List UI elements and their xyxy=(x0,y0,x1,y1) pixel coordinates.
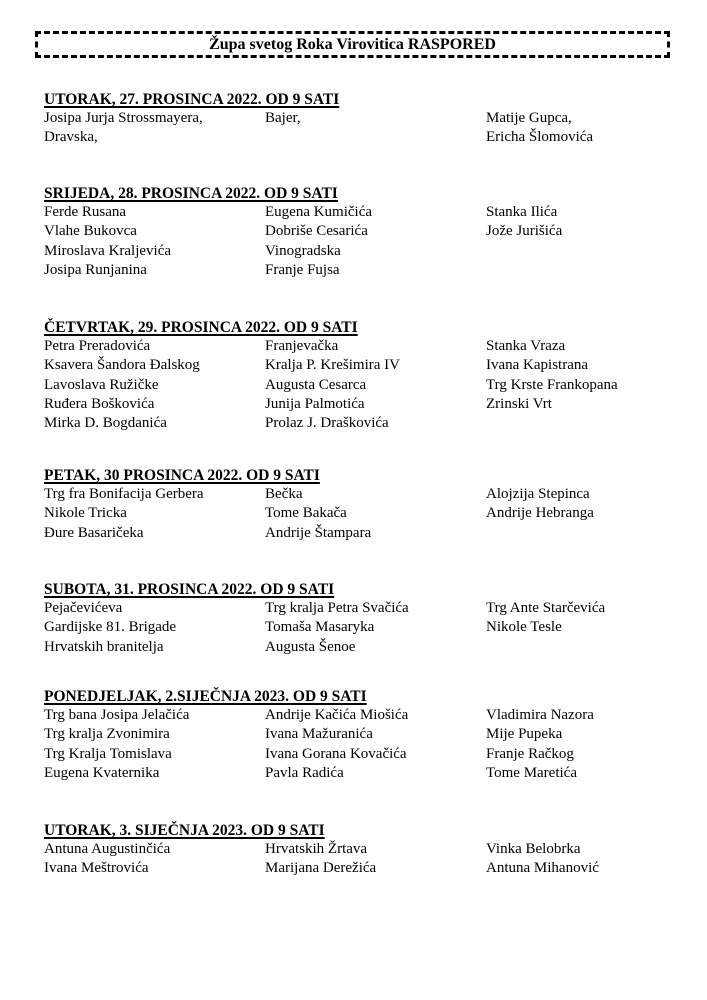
street-name: Prolaz J. Draškovića xyxy=(265,415,389,432)
street-name: Dravska, xyxy=(44,129,98,146)
street-name: Trg Kralja Tomislava xyxy=(44,745,172,762)
schedule-day-section xyxy=(44,184,684,280)
street-column xyxy=(265,840,486,879)
street-name: Vladimira Nazora xyxy=(486,707,594,723)
street-name: Hrvatskih Žrtava xyxy=(265,841,368,857)
street-name: Mirka D. Bogdanića xyxy=(44,415,167,432)
street-name: Alojzija Stepinca xyxy=(486,486,590,502)
street-name: Tomaša Masaryka xyxy=(265,619,375,636)
street-name: Ruđera Boškovića xyxy=(44,395,155,412)
street-name: Ericha Šlomovića xyxy=(486,129,594,146)
street-list xyxy=(44,109,684,148)
street-list xyxy=(44,337,684,433)
street-name: Bajer, xyxy=(265,110,301,126)
street-name: Dobriše Cesarića xyxy=(265,223,368,240)
street-name: Ferde Rusana xyxy=(44,204,127,220)
street-name: Hrvatskih branitelja xyxy=(44,638,164,655)
street-column xyxy=(486,840,684,879)
street-name: Ivana Gorana Kovačića xyxy=(265,745,407,762)
street-name: Gardijske 81. Brigade xyxy=(44,619,177,636)
street-column xyxy=(44,599,265,657)
street-column xyxy=(265,706,486,783)
street-column xyxy=(44,203,265,280)
street-name: Marijana Derežića xyxy=(265,860,377,877)
street-column xyxy=(265,203,486,280)
street-name: Franjevačka xyxy=(265,338,339,354)
street-name: Josipa Jurja Strossmayera, xyxy=(44,110,203,126)
street-list xyxy=(44,485,684,543)
street-column xyxy=(265,109,486,148)
day-heading: SUBOTA, 31. PROSINCA 2022. OD 9 SATI xyxy=(44,581,335,598)
street-list xyxy=(44,840,684,879)
street-name: Trg bana Josipa Jelačića xyxy=(44,707,190,723)
street-name: Trg fra Bonifacija Gerbera xyxy=(44,486,204,502)
street-list xyxy=(44,203,684,280)
street-name: Stanka Vraza xyxy=(486,338,566,354)
street-name: Tome Bakača xyxy=(265,505,347,522)
day-heading: PONEDJELJAK, 2.SIJEČNJA 2023. OD 9 SATI xyxy=(44,688,367,705)
street-name: Andrije Hebranga xyxy=(486,505,594,522)
street-name: Vinogradska xyxy=(265,242,341,259)
street-column xyxy=(265,599,486,657)
street-column xyxy=(486,203,684,280)
street-column xyxy=(44,337,265,433)
street-name: Ivana Kapistrana xyxy=(486,357,589,374)
street-name: Augusta Šenoe xyxy=(265,638,356,655)
day-heading: PETAK, 30 PROSINCA 2022. OD 9 SATI xyxy=(44,467,320,484)
title-box xyxy=(35,31,670,58)
street-name: Nikole Tesle xyxy=(486,619,562,636)
street-name: Franje Račkog xyxy=(486,745,574,762)
street-column xyxy=(44,706,265,783)
street-name: Petra Preradovića xyxy=(44,338,151,354)
street-name: Augusta Cesarca xyxy=(265,376,367,393)
street-name: Vinka Belobrka xyxy=(486,841,581,857)
day-heading: SRIJEDA, 28. PROSINCA 2022. OD 9 SATI xyxy=(44,185,338,202)
street-name: Antuna Augustinčića xyxy=(44,841,171,857)
street-list xyxy=(44,706,684,783)
street-name: Andrije Kačića Miošića xyxy=(265,707,409,723)
street-column xyxy=(486,337,684,433)
street-name: Franje Fujsa xyxy=(265,261,340,278)
schedule-day-section xyxy=(44,580,684,657)
street-name: Ivana Meštrovića xyxy=(44,860,149,877)
street-name: Trg Krste Frankopana xyxy=(486,376,618,393)
street-name: Pejačevićeva xyxy=(44,600,123,616)
street-name: Nikole Tricka xyxy=(44,505,127,522)
street-name: Vlahe Bukovca xyxy=(44,223,137,240)
street-name: Mije Pupeka xyxy=(486,726,563,743)
schedule-day-section xyxy=(44,318,684,433)
day-heading: UTORAK, 27. PROSINCA 2022. OD 9 SATI xyxy=(44,91,340,108)
street-name: Ivana Mažuranića xyxy=(265,726,373,743)
street-name: Ksavera Šandora Đalskog xyxy=(44,357,200,374)
street-name: Andrije Štampara xyxy=(265,524,372,541)
day-heading: ČETVRTAK, 29. PROSINCA 2022. OD 9 SATI xyxy=(44,319,358,336)
street-column xyxy=(486,485,684,543)
street-name: Junija Palmotića xyxy=(265,395,365,412)
schedule-day-section xyxy=(44,687,684,783)
street-name: Kralja P. Krešimira IV xyxy=(265,357,400,374)
street-name: Eugena Kvaternika xyxy=(44,764,160,781)
street-name: Matije Gupca, xyxy=(486,110,572,126)
street-name: Zrinski Vrt xyxy=(486,395,552,412)
street-column xyxy=(486,599,684,657)
street-name: Miroslava Kraljevića xyxy=(44,242,172,259)
day-heading: UTORAK, 3. SIJEČNJA 2023. OD 9 SATI xyxy=(44,822,325,839)
street-column xyxy=(44,485,265,543)
street-name: Tome Maretića xyxy=(486,764,577,781)
street-column xyxy=(265,485,486,543)
street-column xyxy=(44,109,265,148)
street-column xyxy=(486,706,684,783)
street-name: Trg kralja Zvonimira xyxy=(44,726,170,743)
street-name: Stanka Ilića xyxy=(486,204,558,220)
street-column xyxy=(265,337,486,433)
street-name: Jože Jurišića xyxy=(486,223,563,240)
street-name: Trg Ante Starčevića xyxy=(486,600,606,616)
street-name: Eugena Kumičića xyxy=(265,204,373,220)
schedule-day-section xyxy=(44,821,684,879)
schedule-day-section xyxy=(44,466,684,543)
street-list xyxy=(44,599,684,657)
street-name: Pavla Radića xyxy=(265,764,344,781)
street-name: Trg kralja Petra Svačića xyxy=(265,600,409,616)
street-name: Josipa Runjanina xyxy=(44,261,147,278)
street-name: Antuna Mihanović xyxy=(486,860,599,877)
street-name: Bečka xyxy=(265,486,303,502)
page-title: Župa svetog Roka Virovitica RASPORED xyxy=(209,36,496,53)
street-column xyxy=(44,840,265,879)
street-name: Đure Basaričeka xyxy=(44,524,144,541)
street-name: Lavoslava Ružičke xyxy=(44,376,159,393)
schedule-day-section xyxy=(44,90,684,148)
street-column xyxy=(486,109,684,148)
